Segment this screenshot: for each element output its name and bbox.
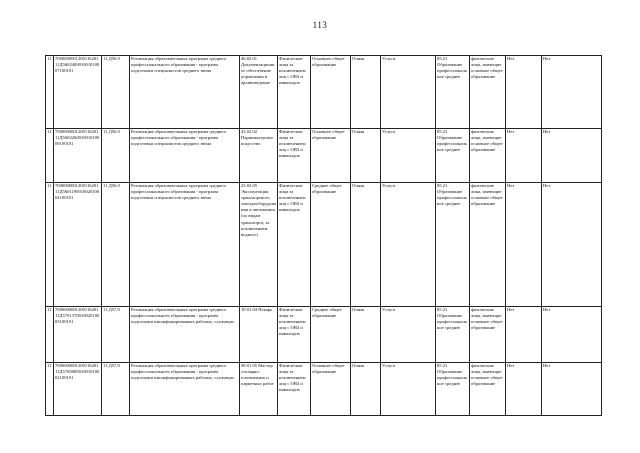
service-code: 11.Д56.0: [102, 56, 130, 129]
services-registry-table: [45, 55, 602, 416]
table-row: [46, 56, 602, 129]
education-basis: Основное общее образование: [311, 56, 351, 129]
registry-code: 700000000120011620111Д560119001002010004100101: [54, 183, 102, 307]
service-type: Услуга: [381, 129, 436, 183]
service-name: Реализация образовательных программ среднего профессионального образования - программ подготовки квалифицированных рабочих, служащих: [130, 307, 240, 363]
service-name: Реализация образовательных программ среднего профессионального образования - программ подготовки специалистов среднего звена: [130, 56, 240, 129]
consumers: физические лица, имеющие основное общее образование: [470, 56, 506, 129]
row-number: 11: [46, 307, 54, 363]
consumer-category: Физические лица за исключением лиц с ОВЗ и инвалидов: [278, 183, 311, 307]
row-number: 11: [46, 363, 54, 416]
consumer-category: Физические лица за исключением лиц с ОВЗ и инвалидов: [278, 307, 311, 363]
consumers: физические лица, имеющие основное общее образование: [470, 307, 506, 363]
okved: 85.21 Образование профессиональное среднее: [436, 56, 470, 129]
consumer-category: Физические лица за исключением лиц с ОВЗ и инвалидов: [278, 56, 311, 129]
registry-code: 700000000120011620111Д570137001002010005100101: [54, 307, 102, 363]
study-form: Очная: [351, 307, 381, 363]
flag-col-11: Нет: [506, 363, 542, 416]
service-code: 11.Д56.0: [102, 183, 130, 307]
specialty: 23.02.05 Эксплуатация транспортного электрооборудования и автоматики (по видам транспорта, за исключением водного): [240, 183, 278, 307]
service-name: Реализация образовательных программ среднего профессионального образования - программ подготовки специалистов среднего звена: [130, 183, 240, 307]
study-form: Очная: [351, 129, 381, 183]
registry-code: 700000000120011620111Д560240001001010007100101: [54, 56, 102, 129]
service-type: Услуга: [381, 183, 436, 307]
consumers: физические лица, имеющие основное общее образование: [470, 183, 506, 307]
education-basis: Основное общее образование: [311, 129, 351, 183]
service-code: 11.Д57.0: [102, 363, 130, 416]
page-number: 113: [312, 20, 328, 30]
table-row: [46, 363, 602, 416]
flag-col-12: Нет: [542, 307, 602, 363]
service-code: 11.Д56.0: [102, 129, 130, 183]
row-number: 11: [46, 56, 54, 129]
row-number: 11: [46, 183, 54, 307]
flag-col-12: Нет: [542, 129, 602, 183]
service-name: Реализация образовательных программ среднего профессионального образования - программ подготовки квалифицированных рабочих, служащих: [130, 363, 240, 416]
specialty: 46.02.01 Документационное обеспечение управления и архивоведение: [240, 56, 278, 129]
flag-col-12: Нет: [542, 183, 602, 307]
table-row: [46, 129, 602, 183]
service-type: Услуга: [381, 363, 436, 416]
service-code: 11.Д57.0: [102, 307, 130, 363]
consumer-category: Физические лица за исключением лиц с ОВЗ и инвалидов: [278, 129, 311, 183]
flag-col-11: Нет: [506, 183, 542, 307]
specialty: 08.01.05 Мастер столярно-плотничных и паркетных работ: [240, 363, 278, 416]
okved: 85.21 Образование профессиональное среднее: [436, 129, 470, 183]
service-type: Услуга: [381, 56, 436, 129]
study-form: Очная: [351, 183, 381, 307]
consumers: физические лица, имеющие основное общее образование: [470, 363, 506, 416]
education-basis: Основное общее образование: [311, 363, 351, 416]
specialty: 43.02.02 Парикмахерское искусство: [240, 129, 278, 183]
service-name: Реализация образовательных программ среднего профессионального образования - программ подготовки специалистов среднего звена: [130, 129, 240, 183]
consumers: физические лица, имеющие основное общее образование: [470, 129, 506, 183]
okved: 85.21 Образование профессиональное среднее: [436, 307, 470, 363]
okved: 85.21 Образование профессиональное среднее: [436, 363, 470, 416]
table-row: [46, 183, 602, 307]
okved: 85.21 Образование профессиональное среднее: [436, 183, 470, 307]
consumer-category: Физические лица за исключением лиц с ОВЗ и инвалидов: [278, 363, 311, 416]
study-form: Очная: [351, 56, 381, 129]
flag-col-12: Нет: [542, 56, 602, 129]
table-row: [46, 307, 602, 363]
flag-col-12: Нет: [542, 363, 602, 416]
flag-col-11: Нет: [506, 129, 542, 183]
education-basis: Среднее общее образование: [311, 307, 351, 363]
flag-col-11: Нет: [506, 307, 542, 363]
row-number: 11: [46, 129, 54, 183]
registry-code: 700000000120011620111Д570008001001010002100101: [54, 363, 102, 416]
education-basis: Среднее общее образование: [311, 183, 351, 307]
registry-code: 700000000120011620111Д560226001001010009100101: [54, 129, 102, 183]
specialty: 19.01.04 Пекарь: [240, 307, 278, 363]
study-form: Очная: [351, 363, 381, 416]
flag-col-11: Нет: [506, 56, 542, 129]
service-type: Услуга: [381, 307, 436, 363]
